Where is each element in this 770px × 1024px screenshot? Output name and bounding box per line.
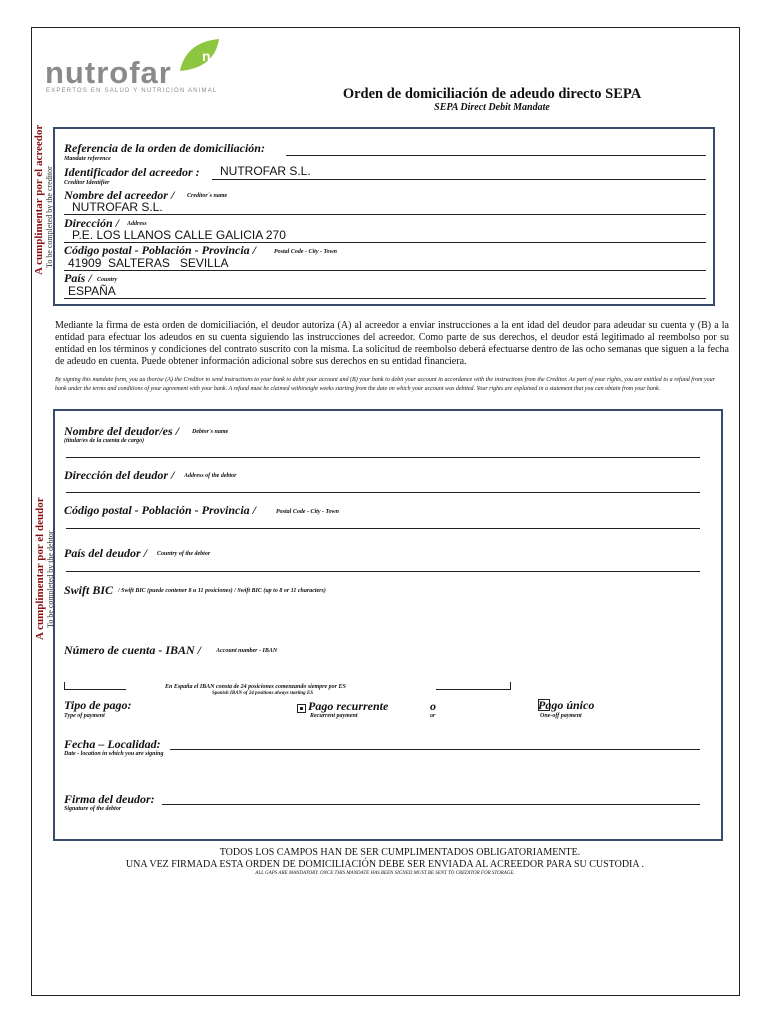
debtor-postal-label-en: Postal Code - City - Town <box>276 509 339 515</box>
creditor-postal-value[interactable]: 41909 SALTERAS SEVILLA <box>68 256 229 270</box>
debtor-name-label-en: Debtor's name <box>192 429 229 435</box>
creditor-identifier-label: Identificador del acreedor : <box>64 165 200 179</box>
iban-label-en: Account number - IBAN <box>216 648 278 654</box>
creditor-side-label: A cumplimentar por el acreedor <box>33 124 45 275</box>
company-tagline: EXPERTOS EN SALUD Y NUTRICION ANIMAL <box>46 88 218 94</box>
swift-bic-label-en: / Swift BIC (puede contener 8 u 11 posiciones) / Swift BIC (up to 8 or 11 characters) <box>118 588 326 594</box>
signature-field[interactable] <box>162 804 700 805</box>
creditor-country-value[interactable]: ESPAÑA <box>68 284 116 298</box>
debtor-name-note: (titular/es de la cuenta de cargo) <box>64 438 145 444</box>
creditor-country-field <box>64 298 706 299</box>
creditor-postal-label-en: Postal Code - City - Town <box>274 249 337 255</box>
creditor-identifier-field <box>212 179 706 180</box>
creditor-country-label: País / <box>64 271 92 285</box>
debtor-side-label-en: To be completed by the debtor <box>46 530 55 628</box>
authorization-text-en: By signing this mandate form, you au thorise (A) the Creditor to send instructions to your bank to debit your account and (B) your bank to debit your account in accordance with the instructions from the Creditor. As part of your rights, you are entitled to a refund from your bank under the terms and conditions of your agreement with your bank. A refund must be claimed withineight weeks starting from the date on which your account was debited. Your rights are explained in a statement that you can obtain from your bank. <box>55 377 715 392</box>
iban-note: En España el IBAN consta de 24 posiciones comenzando siempre por ES <box>165 684 346 690</box>
payment-type-label-en: Type of payment <box>64 713 105 719</box>
debtor-postal-label: Código postal - Población - Provincia / <box>64 503 256 517</box>
creditor-name-value[interactable]: NUTROFAR S.L. <box>72 200 163 214</box>
creditor-name-label: Nombre del acreedor / <box>64 188 175 202</box>
debtor-country-field[interactable] <box>66 571 700 572</box>
creditor-address-label-en: Address <box>127 221 147 227</box>
date-location-label-en: Date - location in which you are signing <box>64 751 164 757</box>
creditor-name-label-en: Creditor´s name <box>187 193 228 199</box>
page-subtitle: SEPA Direct Debit Mandate <box>434 102 550 113</box>
date-location-field[interactable] <box>170 749 700 750</box>
debtor-address-field[interactable] <box>66 492 700 493</box>
recurrent-payment-label-en: Recurrent payment <box>310 713 358 719</box>
creditor-name-field <box>64 214 706 215</box>
mandate-reference-field[interactable] <box>286 155 706 156</box>
debtor-side-label: A cumplimentar por el deudor <box>34 497 46 640</box>
creditor-identifier-value[interactable]: NUTROFAR S.L. <box>220 164 311 178</box>
one-off-payment-label-en: One-off payment <box>540 713 582 719</box>
creditor-country-label-en: Country <box>97 277 118 283</box>
creditor-postal-field <box>64 270 706 271</box>
iban-label: Número de cuenta - IBAN / <box>64 643 202 657</box>
footer-send-notice: UNA VEZ FIRMADA ESTA ORDEN DE DOMICILIACIÓN DEBE SER ENVIADA AL ACREEDOR PARA SU CUSTODIA . <box>125 859 645 870</box>
payment-type-label: Tipo de pago: <box>64 698 132 712</box>
footer-notice-en: ALL GAPS ARE MANDATORY. ONCE THIS MANDATE HAS BEEN SIGNED MUST BE SENT TO CREDITOR FOR STORAGE. <box>255 871 515 876</box>
one-off-payment-label: Pago único <box>538 698 595 712</box>
debtor-address-label: Dirección del deudor / <box>64 468 175 482</box>
debtor-name-label: Nombre del deudor/es / <box>64 424 179 438</box>
recurrent-payment-checkbox[interactable] <box>297 704 306 713</box>
leaf-letter: n <box>202 48 211 64</box>
authorization-text-es: Mediante la firma de esta orden de domiciliación, el deudor autoriza (A) al acreedor a enviar instrucciones a la ent idad del deudor para adeudar su cuenta y (B) a la entidad para efectuar los adeudos en su cuenta siguiendo las instrucciones del acreedor. Como parte de sus derechos, el deudor está legitimado al reembolso por su entidad en los términos y condiciones del contrato suscrito con la misma. La solicitud de reembolso deberá efectuarse dentro de las ocho semanas que siguen a la fecha de adeudo en cuenta. Puede obtener información adicional sobre sus derechos en su entidad financiera. <box>55 320 729 367</box>
company-logo-wordmark: nutrofar <box>45 55 172 90</box>
creditor-address-label: Dirección / <box>64 216 119 230</box>
iban-field-start-marker[interactable] <box>64 682 126 690</box>
debtor-country-label-en: Country of the debtor <box>157 551 211 557</box>
iban-note-en: Spanish IBAN of 24 positions always starting ES <box>212 691 314 696</box>
debtor-address-label-en: Address of the debtor <box>184 473 237 479</box>
creditor-address-value[interactable]: P.E. LOS LLANOS CALLE GALICIA 270 <box>72 228 286 242</box>
iban-field-end-marker[interactable] <box>436 682 511 690</box>
creditor-side-label-en: To be completed by the creditor <box>45 166 54 268</box>
signature-label: Firma del deudor: <box>64 792 155 806</box>
or-separator: o <box>430 699 436 713</box>
footer-mandatory-notice: TODOS LOS CAMPOS HAN DE SER CUMPLIMENTADOS OBLIGATORIAMENTE. <box>219 847 581 858</box>
mandate-reference-label-en: Mandate reference <box>64 156 111 162</box>
page-title: Orden de domiciliación de adeudo directo SEPA <box>342 86 642 102</box>
recurrent-payment-label: Pago recurrente <box>308 699 389 713</box>
debtor-name-field[interactable] <box>66 457 700 458</box>
signature-label-en: Signature of the debtor <box>64 806 122 812</box>
swift-bic-label: Swift BIC <box>64 583 114 597</box>
or-separator-en: or <box>430 713 436 719</box>
creditor-postal-label: Código postal - Población - Provincia / <box>64 243 256 257</box>
mandate-reference-label: Referencia de la orden de domiciliación: <box>64 141 265 155</box>
debtor-postal-field[interactable] <box>66 528 700 529</box>
debtor-country-label: País del deudor / <box>64 546 147 560</box>
creditor-identifier-label-en: Creditor Identifier <box>64 180 110 186</box>
date-location-label: Fecha – Localidad: <box>64 737 161 751</box>
nutrofar-leaf-logo-icon <box>178 37 220 73</box>
